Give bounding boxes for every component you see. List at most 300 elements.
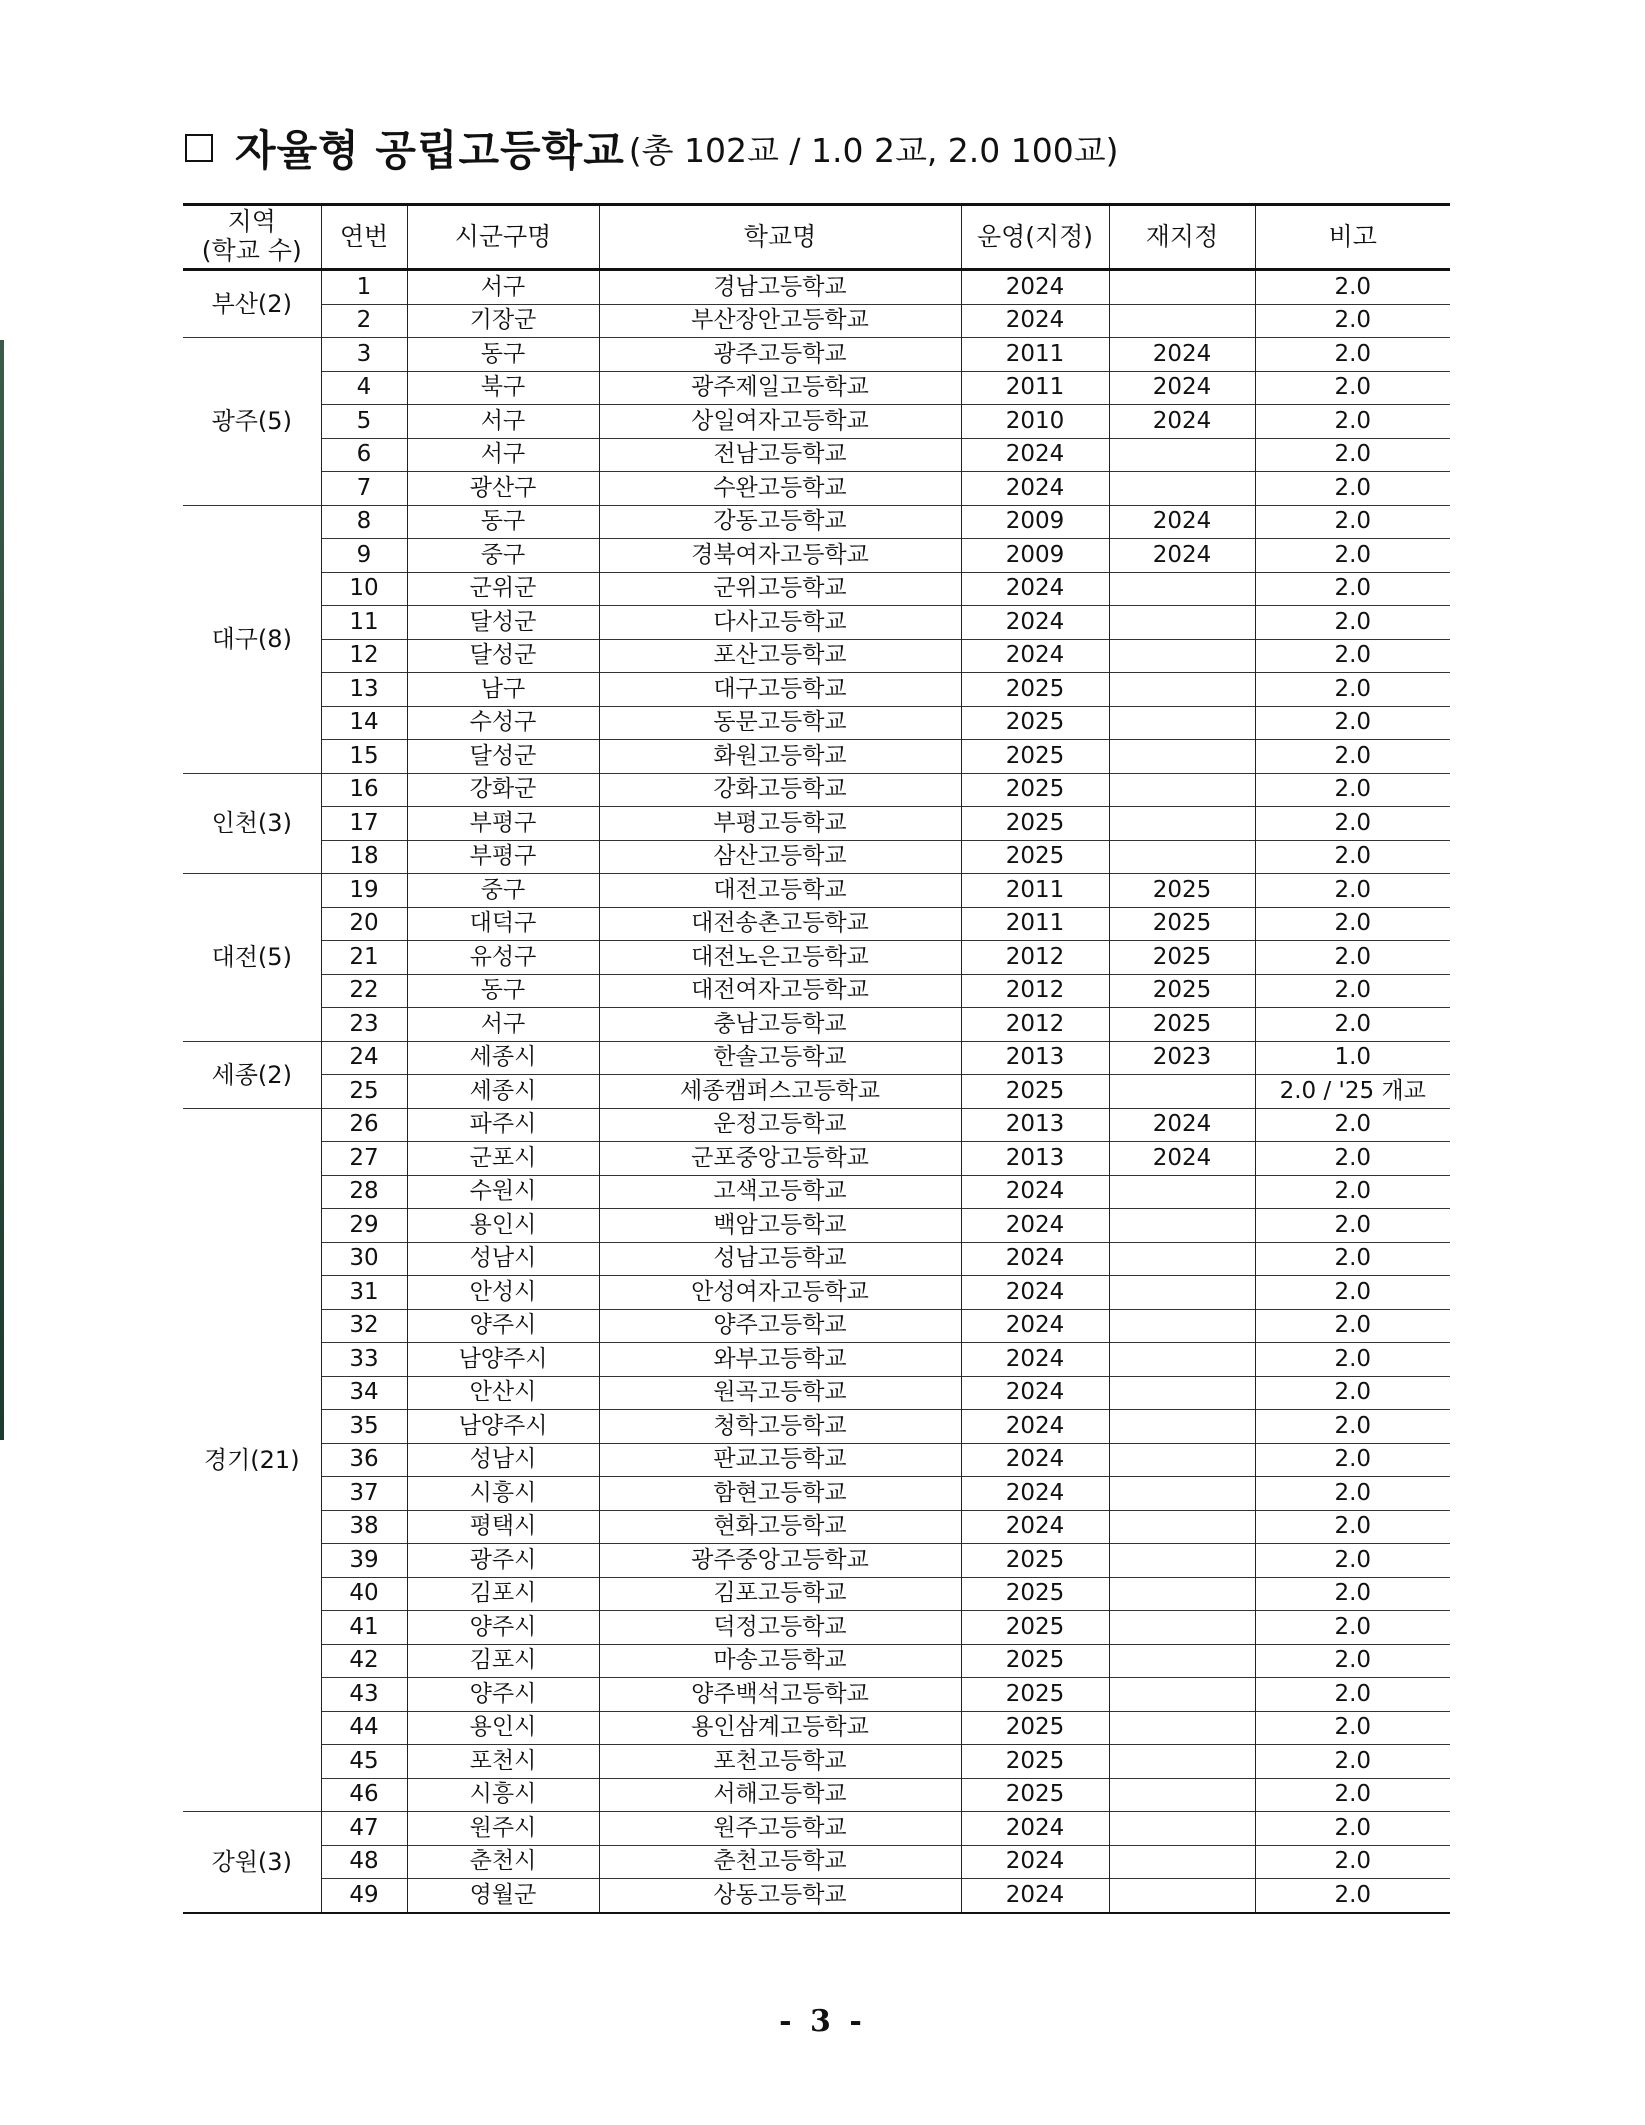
checkbox-icon — [185, 134, 213, 162]
note: 2.0 — [1255, 1376, 1450, 1410]
table-row — [183, 639, 1450, 673]
district-name: 달성군 — [407, 639, 599, 673]
table-row — [183, 1879, 1450, 1913]
table-row — [183, 907, 1450, 941]
table-row — [183, 1309, 1450, 1343]
table-row — [183, 1276, 1450, 1310]
row-number: 32 — [321, 1309, 407, 1343]
table-row — [183, 1812, 1450, 1846]
school-name: 강동고등학교 — [599, 505, 961, 539]
district-name: 시흥시 — [407, 1477, 599, 1511]
header-row — [183, 205, 1450, 270]
table-row — [183, 1175, 1450, 1209]
district-name: 부평구 — [407, 807, 599, 841]
operation-year: 2024 — [961, 572, 1109, 606]
redesignation-year: 2025 — [1109, 941, 1255, 975]
row-number: 2 — [321, 304, 407, 338]
school-name: 양주고등학교 — [599, 1309, 961, 1343]
note: 2.0 — [1255, 807, 1450, 841]
operation-year: 2024 — [961, 1510, 1109, 1544]
operation-year: 2024 — [961, 1477, 1109, 1511]
redesignation-year — [1109, 773, 1255, 807]
operation-year: 2013 — [961, 1142, 1109, 1176]
row-number: 30 — [321, 1242, 407, 1276]
note: 2.0 — [1255, 1108, 1450, 1142]
table-row — [183, 1477, 1450, 1511]
district-name: 유성구 — [407, 941, 599, 975]
row-number: 42 — [321, 1644, 407, 1678]
redesignation-year — [1109, 1544, 1255, 1578]
table-row — [183, 304, 1450, 338]
note: 2.0 — [1255, 606, 1450, 640]
operation-year: 2025 — [961, 1644, 1109, 1678]
note: 2.0 — [1255, 505, 1450, 539]
redesignation-year: 2024 — [1109, 505, 1255, 539]
operation-year: 2009 — [961, 505, 1109, 539]
redesignation-year — [1109, 1276, 1255, 1310]
table-row — [183, 1343, 1450, 1377]
redesignation-year — [1109, 706, 1255, 740]
region-cell: 강원(3) — [183, 1812, 321, 1913]
district-name: 용인시 — [407, 1711, 599, 1745]
row-number: 19 — [321, 874, 407, 908]
district-name: 군위군 — [407, 572, 599, 606]
district-name: 양주시 — [407, 1309, 599, 1343]
school-name: 운정고등학교 — [599, 1108, 961, 1142]
redesignation-year — [1109, 1410, 1255, 1444]
school-name: 상동고등학교 — [599, 1879, 961, 1913]
school-name: 마송고등학교 — [599, 1644, 961, 1678]
redesignation-year — [1109, 673, 1255, 707]
redesignation-year — [1109, 304, 1255, 338]
school-name: 백암고등학교 — [599, 1209, 961, 1243]
operation-year: 2013 — [961, 1108, 1109, 1142]
operation-year: 2011 — [961, 338, 1109, 372]
row-number: 18 — [321, 840, 407, 874]
redesignation-year — [1109, 472, 1255, 506]
row-number: 14 — [321, 706, 407, 740]
school-name: 부산장안고등학교 — [599, 304, 961, 338]
district-name: 서구 — [407, 405, 599, 439]
row-number: 16 — [321, 773, 407, 807]
operation-year: 2024 — [961, 639, 1109, 673]
operation-year: 2024 — [961, 438, 1109, 472]
operation-year: 2024 — [961, 304, 1109, 338]
operation-year: 2013 — [961, 1041, 1109, 1075]
school-name: 덕정고등학교 — [599, 1611, 961, 1645]
redesignation-year — [1109, 1343, 1255, 1377]
table-row — [183, 606, 1450, 640]
table-row — [183, 270, 1450, 305]
district-name: 세종시 — [407, 1075, 599, 1109]
redesignation-year — [1109, 1678, 1255, 1712]
district-name: 영월군 — [407, 1879, 599, 1913]
district-name: 수원시 — [407, 1175, 599, 1209]
table-row — [183, 338, 1450, 372]
table-row — [183, 1410, 1450, 1444]
note: 2.0 — [1255, 1309, 1450, 1343]
district-name: 남양주시 — [407, 1343, 599, 1377]
district-name: 서구 — [407, 438, 599, 472]
redesignation-year — [1109, 639, 1255, 673]
table-row — [183, 505, 1450, 539]
district-name: 대덕구 — [407, 907, 599, 941]
region-cell: 대전(5) — [183, 874, 321, 1042]
header-district: 시군구명 — [407, 205, 599, 270]
table-row — [183, 941, 1450, 975]
district-name: 원주시 — [407, 1812, 599, 1846]
operation-year: 2025 — [961, 807, 1109, 841]
redesignation-year: 2024 — [1109, 539, 1255, 573]
redesignation-year — [1109, 1845, 1255, 1879]
note: 2.0 — [1255, 1812, 1450, 1846]
heading-subtitle: (총 102교 / 1.0 2교, 2.0 100교) — [628, 130, 1119, 170]
district-name: 광주시 — [407, 1544, 599, 1578]
note: 2.0 — [1255, 1209, 1450, 1243]
redesignation-year — [1109, 1510, 1255, 1544]
school-table — [183, 203, 1450, 1914]
operation-year: 2024 — [961, 1276, 1109, 1310]
school-name: 김포고등학교 — [599, 1577, 961, 1611]
table-row — [183, 1711, 1450, 1745]
school-name: 양주백석고등학교 — [599, 1678, 961, 1712]
note: 2.0 — [1255, 1778, 1450, 1812]
redesignation-year — [1109, 1376, 1255, 1410]
table-row — [183, 1142, 1450, 1176]
note: 2.0 — [1255, 907, 1450, 941]
district-name: 중구 — [407, 874, 599, 908]
row-number: 12 — [321, 639, 407, 673]
operation-year: 2024 — [961, 1879, 1109, 1913]
school-name: 고색고등학교 — [599, 1175, 961, 1209]
school-name: 부평고등학교 — [599, 807, 961, 841]
table-row — [183, 472, 1450, 506]
district-name: 동구 — [407, 505, 599, 539]
row-number: 13 — [321, 673, 407, 707]
school-name: 성남고등학교 — [599, 1242, 961, 1276]
operation-year: 2025 — [961, 1778, 1109, 1812]
table-row — [183, 706, 1450, 740]
row-number: 15 — [321, 740, 407, 774]
redesignation-year — [1109, 1812, 1255, 1846]
redesignation-year: 2024 — [1109, 1108, 1255, 1142]
region-cell: 부산(2) — [183, 270, 321, 338]
row-number: 43 — [321, 1678, 407, 1712]
school-name: 와부고등학교 — [599, 1343, 961, 1377]
operation-year: 2025 — [961, 1745, 1109, 1779]
note: 2.0 — [1255, 974, 1450, 1008]
note: 2.0 — [1255, 539, 1450, 573]
table-row — [183, 1443, 1450, 1477]
redesignation-year — [1109, 438, 1255, 472]
district-name: 양주시 — [407, 1678, 599, 1712]
district-name: 세종시 — [407, 1041, 599, 1075]
table-row — [183, 1644, 1450, 1678]
note: 2.0 — [1255, 405, 1450, 439]
school-name: 안성여자고등학교 — [599, 1276, 961, 1310]
district-name: 서구 — [407, 270, 599, 305]
district-name: 성남시 — [407, 1242, 599, 1276]
school-name: 대전송촌고등학교 — [599, 907, 961, 941]
district-name: 안성시 — [407, 1276, 599, 1310]
note: 2.0 — [1255, 572, 1450, 606]
row-number: 9 — [321, 539, 407, 573]
school-name: 동문고등학교 — [599, 706, 961, 740]
district-name: 수성구 — [407, 706, 599, 740]
note: 2.0 — [1255, 1711, 1450, 1745]
header-operation-year: 운영(지정) — [961, 205, 1109, 270]
district-name: 평택시 — [407, 1510, 599, 1544]
note: 2.0 — [1255, 338, 1450, 372]
row-number: 5 — [321, 405, 407, 439]
operation-year: 2025 — [961, 673, 1109, 707]
school-name: 세종캠퍼스고등학교 — [599, 1075, 961, 1109]
note: 2.0 — [1255, 1477, 1450, 1511]
row-number: 11 — [321, 606, 407, 640]
header-number: 연번 — [321, 205, 407, 270]
operation-year: 2012 — [961, 1008, 1109, 1042]
redesignation-year — [1109, 840, 1255, 874]
redesignation-year — [1109, 572, 1255, 606]
district-name: 기장군 — [407, 304, 599, 338]
redesignation-year — [1109, 740, 1255, 774]
note: 2.0 — [1255, 270, 1450, 305]
table-row — [183, 874, 1450, 908]
table-row — [183, 1611, 1450, 1645]
operation-year: 2025 — [961, 1611, 1109, 1645]
redesignation-year — [1109, 1644, 1255, 1678]
row-number: 35 — [321, 1410, 407, 1444]
school-name: 광주제일고등학교 — [599, 371, 961, 405]
operation-year: 2011 — [961, 907, 1109, 941]
redesignation-year — [1109, 1879, 1255, 1913]
region-cell: 광주(5) — [183, 338, 321, 506]
operation-year: 2025 — [961, 840, 1109, 874]
region-cell: 세종(2) — [183, 1041, 321, 1108]
operation-year: 2025 — [961, 1075, 1109, 1109]
redesignation-year: 2024 — [1109, 338, 1255, 372]
redesignation-year: 2024 — [1109, 371, 1255, 405]
note: 2.0 — [1255, 1510, 1450, 1544]
table-body — [183, 270, 1450, 1913]
row-number: 39 — [321, 1544, 407, 1578]
school-name: 대전고등학교 — [599, 874, 961, 908]
row-number: 3 — [321, 338, 407, 372]
operation-year: 2024 — [961, 1343, 1109, 1377]
row-number: 40 — [321, 1577, 407, 1611]
district-name: 달성군 — [407, 606, 599, 640]
row-number: 49 — [321, 1879, 407, 1913]
operation-year: 2012 — [961, 974, 1109, 1008]
table-row — [183, 1510, 1450, 1544]
school-name: 삼산고등학교 — [599, 840, 961, 874]
district-name: 김포시 — [407, 1644, 599, 1678]
redesignation-year — [1109, 1175, 1255, 1209]
redesignation-year — [1109, 1309, 1255, 1343]
row-number: 33 — [321, 1343, 407, 1377]
row-number: 10 — [321, 572, 407, 606]
district-name: 강화군 — [407, 773, 599, 807]
redesignation-year: 2025 — [1109, 974, 1255, 1008]
school-name: 포천고등학교 — [599, 1745, 961, 1779]
operation-year: 2024 — [961, 1175, 1109, 1209]
note: 2.0 — [1255, 371, 1450, 405]
row-number: 26 — [321, 1108, 407, 1142]
row-number: 48 — [321, 1845, 407, 1879]
note: 2.0 — [1255, 472, 1450, 506]
header-region: 지역 (학교 수) — [183, 205, 321, 270]
redesignation-year — [1109, 807, 1255, 841]
table-row — [183, 1544, 1450, 1578]
note: 2.0 — [1255, 1343, 1450, 1377]
note: 2.0 — [1255, 941, 1450, 975]
note: 2.0 — [1255, 740, 1450, 774]
redesignation-year — [1109, 1611, 1255, 1645]
row-number: 27 — [321, 1142, 407, 1176]
district-name: 북구 — [407, 371, 599, 405]
operation-year: 2024 — [961, 1443, 1109, 1477]
school-name: 강화고등학교 — [599, 773, 961, 807]
district-name: 달성군 — [407, 740, 599, 774]
table-row — [183, 740, 1450, 774]
school-name: 원곡고등학교 — [599, 1376, 961, 1410]
row-number: 44 — [321, 1711, 407, 1745]
row-number: 23 — [321, 1008, 407, 1042]
school-name: 경북여자고등학교 — [599, 539, 961, 573]
operation-year: 2025 — [961, 773, 1109, 807]
district-name: 포천시 — [407, 1745, 599, 1779]
redesignation-year — [1109, 606, 1255, 640]
row-number: 38 — [321, 1510, 407, 1544]
district-name: 남구 — [407, 673, 599, 707]
operation-year: 2011 — [961, 371, 1109, 405]
table-row — [183, 572, 1450, 606]
row-number: 21 — [321, 941, 407, 975]
row-number: 41 — [321, 1611, 407, 1645]
operation-year: 2024 — [961, 1309, 1109, 1343]
school-name: 광주고등학교 — [599, 338, 961, 372]
school-name: 청학고등학교 — [599, 1410, 961, 1444]
redesignation-year: 2025 — [1109, 907, 1255, 941]
school-name: 함현고등학교 — [599, 1477, 961, 1511]
note: 2.0 — [1255, 673, 1450, 707]
operation-year: 2024 — [961, 1376, 1109, 1410]
region-cell: 대구(8) — [183, 505, 321, 773]
school-name: 원주고등학교 — [599, 1812, 961, 1846]
table-row — [183, 1075, 1450, 1109]
table-row — [183, 1745, 1450, 1779]
school-name: 군위고등학교 — [599, 572, 961, 606]
operation-year: 2024 — [961, 1410, 1109, 1444]
table-row — [183, 1008, 1450, 1042]
row-number: 24 — [321, 1041, 407, 1075]
operation-year: 2024 — [961, 606, 1109, 640]
district-name: 광산구 — [407, 472, 599, 506]
operation-year: 2025 — [961, 1678, 1109, 1712]
district-name: 부평구 — [407, 840, 599, 874]
note: 2.0 — [1255, 773, 1450, 807]
region-cell: 인천(3) — [183, 773, 321, 874]
district-name: 용인시 — [407, 1209, 599, 1243]
operation-year: 2010 — [961, 405, 1109, 439]
district-name: 춘천시 — [407, 1845, 599, 1879]
district-name: 안산시 — [407, 1376, 599, 1410]
note: 2.0 — [1255, 438, 1450, 472]
operation-year: 2024 — [961, 1242, 1109, 1276]
district-name: 성남시 — [407, 1443, 599, 1477]
note: 2.0 — [1255, 1544, 1450, 1578]
row-number: 28 — [321, 1175, 407, 1209]
table-row — [183, 371, 1450, 405]
scan-edge-mark — [0, 340, 4, 1440]
operation-year: 2009 — [961, 539, 1109, 573]
school-name: 현화고등학교 — [599, 1510, 961, 1544]
operation-year: 2024 — [961, 270, 1109, 305]
redesignation-year — [1109, 1745, 1255, 1779]
table-row — [183, 405, 1450, 439]
row-number: 46 — [321, 1778, 407, 1812]
redesignation-year — [1109, 1443, 1255, 1477]
row-number: 1 — [321, 270, 407, 305]
row-number: 34 — [321, 1376, 407, 1410]
school-name: 한솔고등학교 — [599, 1041, 961, 1075]
table-row — [183, 974, 1450, 1008]
operation-year: 2024 — [961, 1812, 1109, 1846]
school-name: 전남고등학교 — [599, 438, 961, 472]
operation-year: 2012 — [961, 941, 1109, 975]
school-name: 대구고등학교 — [599, 673, 961, 707]
redesignation-year — [1109, 1209, 1255, 1243]
operation-year: 2024 — [961, 1845, 1109, 1879]
school-name: 용인삼계고등학교 — [599, 1711, 961, 1745]
note: 2.0 — [1255, 1577, 1450, 1611]
page-number: - 3 - — [779, 2004, 866, 2039]
redesignation-year — [1109, 270, 1255, 305]
table-row — [183, 1108, 1450, 1142]
district-name: 군포시 — [407, 1142, 599, 1176]
table-row — [183, 1778, 1450, 1812]
operation-year: 2025 — [961, 1577, 1109, 1611]
school-name: 상일여자고등학교 — [599, 405, 961, 439]
table-row — [183, 840, 1450, 874]
note: 2.0 — [1255, 874, 1450, 908]
school-name: 광주중앙고등학교 — [599, 1544, 961, 1578]
operation-year: 2025 — [961, 706, 1109, 740]
redesignation-year: 2025 — [1109, 1008, 1255, 1042]
operation-year: 2011 — [961, 874, 1109, 908]
district-name: 동구 — [407, 974, 599, 1008]
row-number: 4 — [321, 371, 407, 405]
operation-year: 2025 — [961, 1544, 1109, 1578]
table-row — [183, 807, 1450, 841]
row-number: 8 — [321, 505, 407, 539]
table-row — [183, 1577, 1450, 1611]
note: 2.0 — [1255, 1276, 1450, 1310]
table-row — [183, 773, 1450, 807]
row-number: 45 — [321, 1745, 407, 1779]
redesignation-year — [1109, 1242, 1255, 1276]
operation-year: 2025 — [961, 1711, 1109, 1745]
note: 2.0 — [1255, 1745, 1450, 1779]
district-name: 중구 — [407, 539, 599, 573]
redesignation-year — [1109, 1577, 1255, 1611]
school-name: 판교고등학교 — [599, 1443, 961, 1477]
region-cell: 경기(21) — [183, 1108, 321, 1812]
district-name: 시흥시 — [407, 1778, 599, 1812]
note: 2.0 — [1255, 1410, 1450, 1444]
note: 2.0 — [1255, 1879, 1450, 1913]
row-number: 31 — [321, 1276, 407, 1310]
